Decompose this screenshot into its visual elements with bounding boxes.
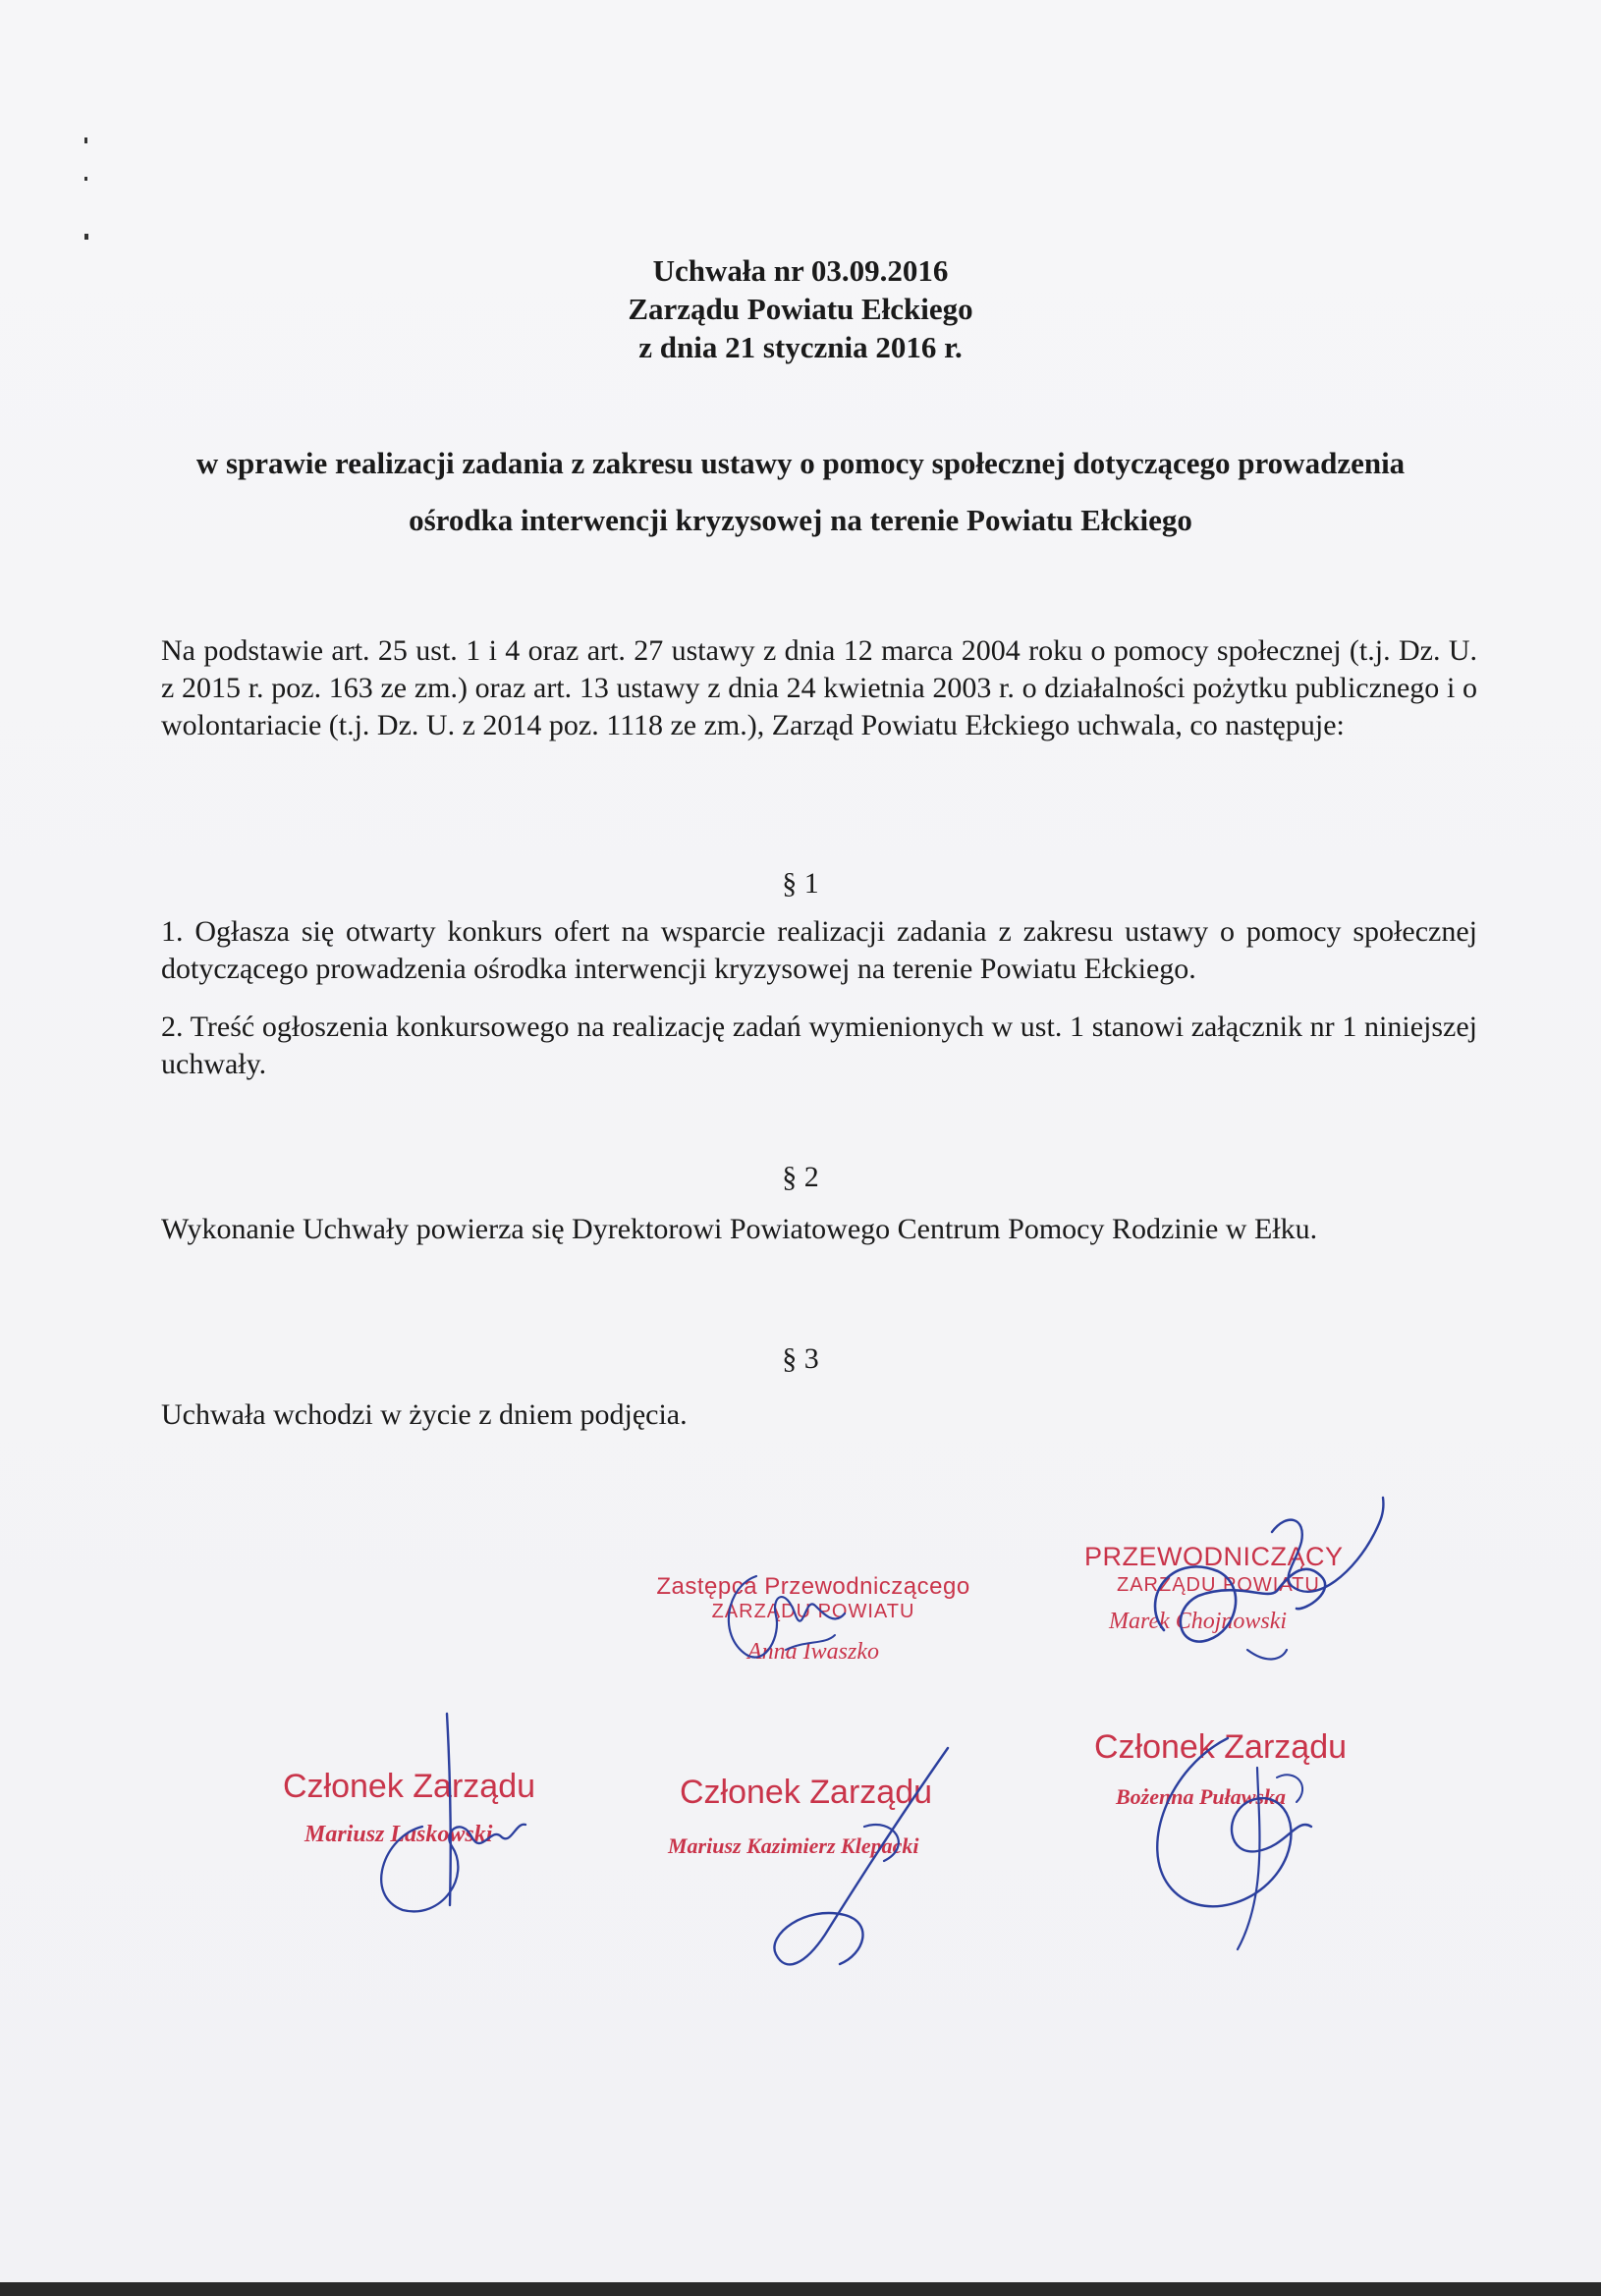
member-3-stamp-role: Członek Zarządu (1094, 1728, 1348, 1766)
chairman-stamp-sub: ZARZĄDU POWIATU (1117, 1574, 1320, 1596)
member-1-stamp (283, 1768, 535, 1848)
chairman-stamp (1084, 1542, 1344, 1635)
member-2-stamp-role: Członek Zarządu (680, 1774, 933, 1811)
resolution-number: Uchwała nr 03.09.2016 (652, 253, 949, 288)
member-1-stamp-name: Mariusz Laskowski (304, 1822, 493, 1847)
chairman-stamp-title: PRZEWODNICZĄCY (1084, 1542, 1344, 1571)
resolution-subject (147, 435, 1454, 549)
scan-bottom-edge (0, 2282, 1601, 2296)
section-2-text: Wykonanie Uchwały powierza się Dyrektorowi Powiatowego Centrum Pomocy Rodzinie w Ełku. (161, 1213, 1318, 1245)
member-2-stamp (668, 1774, 933, 1859)
member-1-stamp-role: Członek Zarządu (283, 1768, 536, 1805)
section-3-mark: § 3 (782, 1342, 819, 1375)
section-2-mark: § 2 (782, 1161, 819, 1193)
subject-line-1: w sprawie realizacji zadania z zakresu ustawy o pomocy społecznej dotyczącego prowadzenia (195, 446, 1406, 480)
member-2-stamp-name: Mariusz Kazimierz Klepacki (668, 1833, 919, 1858)
resolution-header (0, 251, 1601, 366)
section-1-paragraph-2: 2. Treść ogłoszenia konkursowego na realizację zadań wymienionych w ust. 1 stanowi załącznik nr 1 niniejszej uchwały. (161, 1011, 1477, 1080)
legal-basis-paragraph: Na podstawie art. 25 ust. 1 i 4 oraz art. 27 ustawy z dnia 12 marca 2004 roku o pomocy społecznej (t.j. Dz. U. z 2015 r. poz. 163 ze zm.) oraz art. 13 ustawy z dnia 24 kwietnia 2003 r. o działalności pożytku publicznego i o wolontariacie (t.j. Dz. U. z 2014 poz. 1118 ze zm.), Zarząd Powiatu Ełckiego uchwala, co następuje: (161, 634, 1477, 741)
resolution-date: z dnia 21 stycznia 2016 r. (638, 330, 963, 364)
section-1-paragraph-1: 1. Ogłasza się otwarty konkurs ofert na wsparcie realizacji zadania z zakresu ustawy o pomocy społecznej dotyczącego prowadzenia ośrodka interwencji kryzysowej na terenie Powiatu Ełckiego. (161, 915, 1477, 985)
member-3-stamp (1094, 1728, 1347, 1810)
deputy-stamp-title: Zastępca Przewodniczącego (656, 1573, 970, 1600)
deputy-stamp-name: Anna Iwaszko (747, 1639, 879, 1665)
deputy-stamp-sub: ZARZĄDU POWIATU (711, 1601, 915, 1622)
scan-edge-marks (84, 137, 94, 255)
section-3-text: Uchwała wchodzi w życie z dniem podjęcia. (161, 1398, 688, 1431)
resolution-issuer: Zarządu Powiatu Ełckiego (628, 292, 973, 326)
section-1-mark: § 1 (782, 867, 819, 900)
deputy-stamp (646, 1573, 980, 1666)
chairman-stamp-name: Marek Chojnowski (1109, 1609, 1288, 1634)
subject-line-2: ośrodka interwencji kryzysowej na terenie Powiatu Ełckiego (409, 503, 1192, 537)
member-3-stamp-name: Bożenna Puławska (1116, 1784, 1286, 1809)
